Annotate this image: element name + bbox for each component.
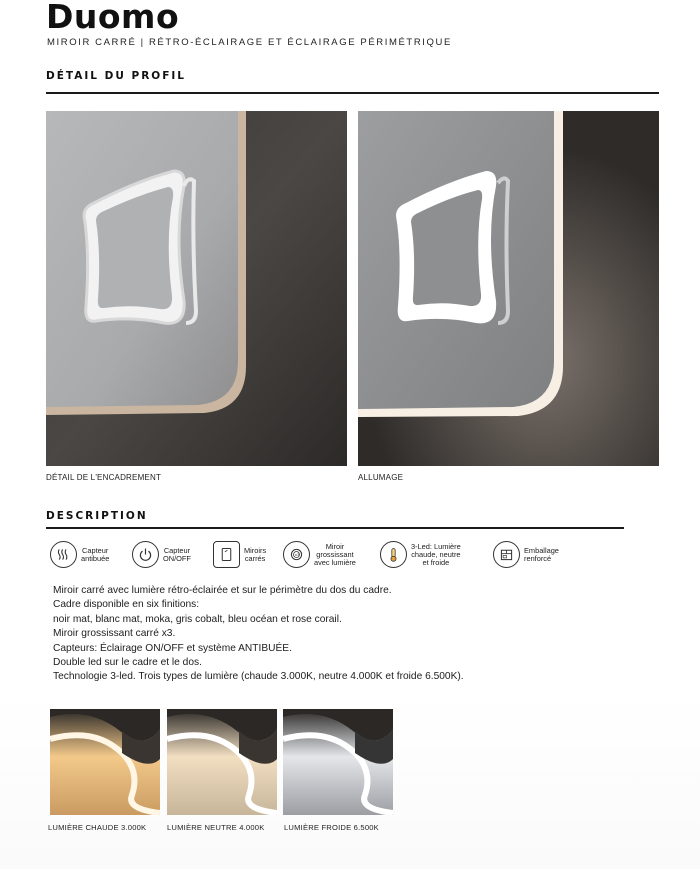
feature-label: Miroir grossissant avec lumière	[314, 541, 356, 567]
power-icon	[132, 541, 159, 568]
feature-label: Emballage renforcé	[524, 545, 559, 563]
description-section-heading: DESCRIPTION	[46, 510, 148, 522]
page-subtitle: MIROIR CARRÉ | RÉTRO-ÉCLAIRAGE ET ÉCLAIRAGE PÉRIMÉTRIQUE	[47, 37, 452, 48]
feature-antifog	[50, 541, 109, 568]
feature-square-mirror	[213, 541, 266, 568]
feature-magnifier	[283, 541, 356, 568]
feature-label: Miroirs carrés	[244, 545, 267, 563]
profile-section-heading: DÉTAIL DU PROFIL	[46, 70, 186, 82]
feature-label: Capteur ON/OFF	[163, 545, 191, 563]
warm-light-caption: LUMIÈRE CHAUDE 3.000K	[48, 823, 147, 832]
magnifier-icon	[283, 541, 310, 568]
neutral-light-caption: LUMIÈRE NEUTRE 4.000K	[167, 823, 265, 832]
thermometer-icon	[380, 541, 407, 568]
description-line: Miroir carré avec lumière rétro-éclairée et sur le périmètre du dos du cadre.	[53, 585, 392, 596]
description-line: Miroir grossissant carré x3.	[53, 628, 176, 640]
lighting-caption: ALLUMAGE	[358, 473, 404, 482]
antifog-icon	[50, 541, 77, 568]
description-line: Double led sur le cadre et le dos.	[53, 657, 202, 669]
feature-icons-row	[50, 541, 630, 573]
package-icon	[493, 541, 520, 568]
description-text	[53, 584, 653, 685]
description-line: Capteurs: Éclairage ON/OFF et système ANTIBUÉE.	[53, 642, 292, 654]
description-line: Cadre disponible en six finitions:	[53, 599, 200, 611]
profile-divider	[46, 92, 659, 94]
cold-light-photo	[283, 709, 393, 815]
neutral-light-photo	[167, 709, 277, 815]
description-line: Technologie 3-led. Trois types de lumière (chaude 3.000K, neutre 4.000K et froide 6.500K).	[53, 671, 464, 683]
lighting-photo	[358, 111, 659, 466]
feature-label: Capteur antibuée	[81, 545, 110, 563]
page-title: Duomo	[46, 0, 180, 36]
warm-light-photo	[50, 709, 160, 815]
feature-power	[132, 541, 191, 568]
frame-detail-photo	[46, 111, 347, 466]
description-line: noir mat, blanc mat, moka, gris cobalt, bleu océan et rose corail.	[53, 613, 342, 625]
feature-3led	[380, 541, 461, 568]
svg-text:x3: x3	[294, 552, 300, 558]
square-mirror-icon	[213, 541, 240, 568]
feature-label: 3-Led: Lumière chaude, neutre et froide	[411, 541, 461, 567]
frame-detail-caption: DÉTAIL DE L'ENCADREMENT	[46, 473, 162, 482]
feature-package	[493, 541, 559, 568]
cold-light-caption: LUMIÈRE FROIDE 6.500K	[284, 823, 379, 832]
description-divider	[46, 527, 624, 529]
